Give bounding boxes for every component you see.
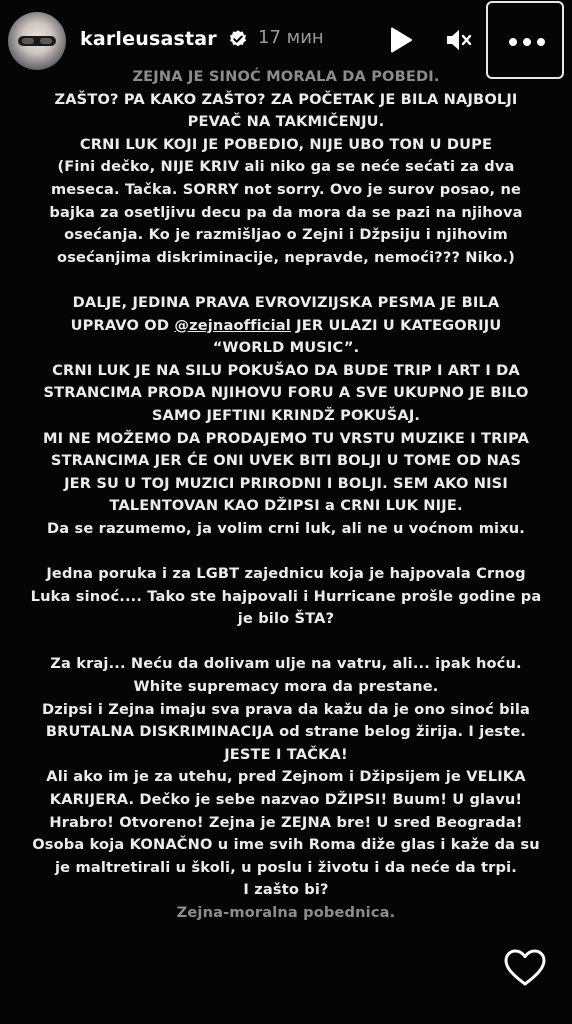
text-line: CRNI LUK KOJI JE POBEDIO, NIJE UBO TON U DUPE	[79, 135, 493, 153]
text-line: ZEJNA JE SINOĆ MORALA DA POBEDI.	[132, 68, 440, 85]
paragraph-gap	[0, 631, 572, 654]
mention-link[interactable]: @zejnaofficial	[174, 316, 291, 334]
text-line: KARIJERA. Dečko je sebe nazvao DŽIPSI! Buum! U glavu!	[49, 791, 523, 808]
text-line: Zejna-moralna pobednica.	[176, 903, 396, 921]
verified-badge-icon	[228, 29, 248, 49]
text-line: White supremacy mora da prestane.	[133, 678, 439, 696]
text-line: Ali ako im je za utehu, pred Zejnom i Džipsijem je VELIKA	[46, 768, 526, 786]
paragraph-gap	[0, 540, 572, 563]
text-line: Za kraj... Neću da dolivam ulje na vatru, ali... ipak hoću.	[50, 655, 522, 673]
avatar[interactable]	[8, 12, 66, 70]
text-line: STRANCIMA JER ĆE ONI UVEK BITI BOLJI U TOME OD NAS	[50, 452, 522, 470]
text-line: Jedna poruka i za LGBT zajednicu koja je hajpovala Crnog	[46, 565, 526, 583]
text-line: MI NE MOŽEMO DA PRODAJEMO TU VRSTU MUZIKE I TRIPA	[42, 429, 530, 447]
text-line: Da se razumemo, ja volim crni luk, ali ne u voćnom mixu.	[46, 519, 526, 537]
story-text	[0, 66, 572, 925]
text-line: (Fini dečko, NIJE KRIV ali niko ga se neće sećati za dva	[57, 158, 515, 176]
text-line: “WORLD MUSIC”.	[212, 339, 360, 357]
text-line: JER SU U TOJ MUZICI PRIRODNI I BOLJI. SEM AKO NISI	[64, 474, 508, 492]
text-line: CRNI LUK JE NA SILU POKUŠAO DA BUDE TRIP I ART I DA	[52, 361, 520, 379]
text-line: osećanja. Ko je razmišljao o Zejni i Džpsiju i njihovim	[64, 226, 508, 244]
text-line	[0, 315, 572, 338]
text-line: Hrabro! Otvoreno! Zejna je ZEJNA bre! U sred Beograda!	[49, 813, 523, 831]
text-segment: UPRAVO OD	[70, 316, 175, 334]
username[interactable]: karleusastar	[80, 28, 217, 50]
text-line: Dzipsi i Zejna imaju sva prava da kažu da je ono sinoć bila	[41, 700, 531, 718]
more-dot	[509, 38, 517, 46]
post-time: 17 мин	[258, 27, 324, 48]
more-dot	[537, 38, 545, 46]
text-line: Osoba koja KONAČNO u ime svih Roma diže glas i kaže da su	[32, 836, 540, 854]
text-line: bajka za osetljivu decu pa da mora da se pazi na njihova	[49, 203, 523, 221]
text-line: PEVAČ NA TAKMIČENJU.	[187, 113, 385, 131]
avatar-glasses	[18, 36, 56, 46]
paragraph-gap	[0, 269, 572, 292]
play-icon[interactable]	[388, 26, 414, 54]
text-line: I zašto bi?	[243, 881, 329, 899]
text-line: osećanjima diskriminacije, nepravde, nemoći??? Niko.)	[57, 248, 515, 266]
text-line: DALJE, JEDINA PRAVA EVROVIZIJSKA PESMA JE BILA	[72, 293, 500, 311]
text-line: BRUTALNA DISKRIMINACIJA od strane belog žirija. I jeste.	[45, 723, 527, 741]
text-line: ZAŠTO? PA KAKO ZAŠTO? ZA POČETAK JE BILA NAJBOLJI	[54, 90, 518, 108]
text-line: JESTE I TAČKA!	[224, 745, 348, 763]
text-line: je maltretirali u školi, u poslu i životu i da neće da trpi.	[55, 858, 517, 876]
text-line: TALENTOVAN KAO DŽIPSI a CRNI LUK NIJE.	[109, 497, 463, 515]
text-line: meseca. Tačka. SORRY not sorry. Ovo je surov posao, ne	[50, 180, 522, 198]
text-line: je bilo ŠTA?	[237, 610, 335, 628]
like-heart-icon[interactable]	[503, 948, 547, 988]
more-dot	[523, 38, 531, 46]
text-segment: JER ULAZI U KATEGORIJU	[290, 316, 502, 334]
text-line: SAMO JEFTINI KRINDŽ POKUŠAJ.	[151, 406, 421, 424]
text-line: STRANCIMA PRODA NJIHOVU FORU A SVE UKUPNO JE BILO	[43, 384, 529, 402]
text-line: Luka sinoć.... Tako ste hajpovali i Hurricane prošle godine pa	[30, 587, 542, 605]
mute-icon[interactable]	[444, 26, 472, 54]
